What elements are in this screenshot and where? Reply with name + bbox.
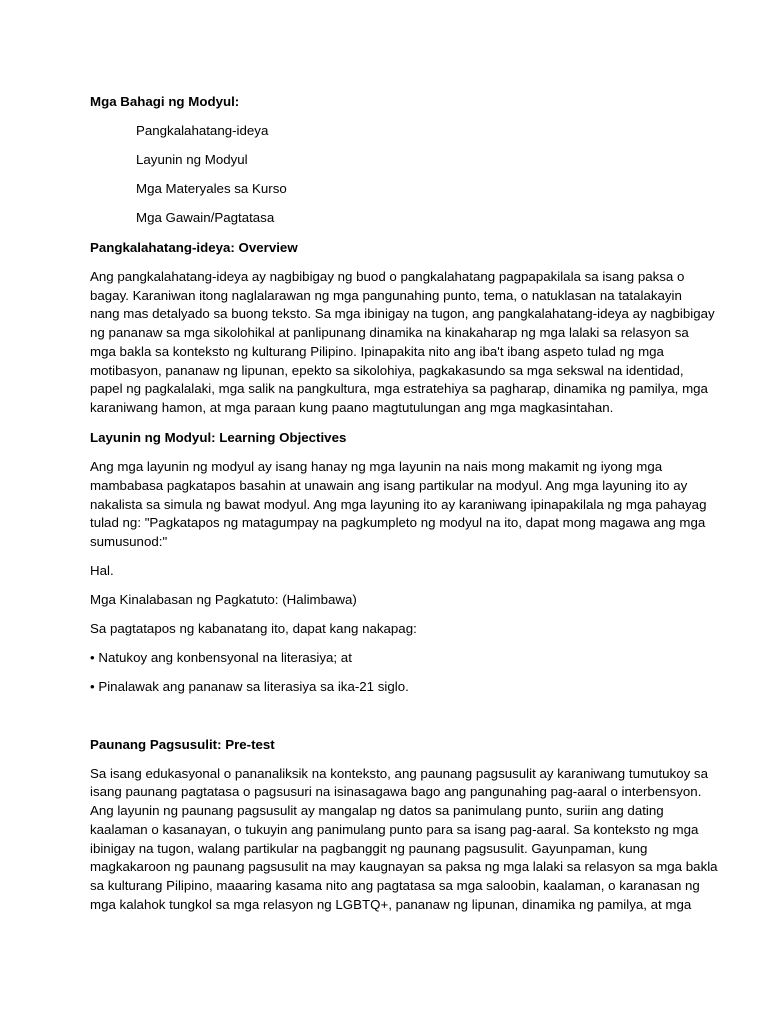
overview-line: ng pananaw sa mga sikolohikal at panlipunang dinamika na kinakaharap ng mga lalaki sa relasyon sa <box>90 325 689 340</box>
part-item: Mga Gawain/Pagtatasa <box>136 210 275 225</box>
parts-heading: Mga Bahagi ng Modyul: <box>90 94 240 109</box>
overview-line: papel ng pagkalalaki, mga salik na pangkultura, mga estratehiya sa pagharap, dinamika ng pamilya, mga <box>90 381 708 396</box>
objectives-line: mambabasa pagkatapos basahin at unawain ang isang partikular na modyul. Ang mga layuning ito ay <box>90 478 688 493</box>
overview-line: nang mas detalyado sa buong teksto. Sa mga ibinigay na tugon, ang pangkalahatang-ideya ay nagbibigay <box>90 306 715 321</box>
objectives-line: sumusunod:" <box>90 534 168 549</box>
objectives-line: Ang mga layunin ng modyul ay isang hanay ng mga layunin na nais mong makamit ng iyong mga <box>90 459 663 474</box>
overview-line: motibasyon, pananaw ng lipunan, epekto sa sikolohiya, pagkakasundo sa mga sekswal na identidad, <box>90 363 684 378</box>
outcome-bullet: • Pinalawak ang pananaw sa literasiya sa ika-21 siglo. <box>90 679 409 694</box>
pretest-line: Sa isang edukasyonal o pananaliksik na konteksto, ang paunang pagsusulit ay karaniwang tumutukoy sa <box>90 766 708 781</box>
overview-line: bagay. Karaniwan itong naglalarawan ng mga pangunahing punto, tema, o natuklasan na tatalakayin <box>90 288 682 303</box>
outcome-bullet: • Natukoy ang konbensyonal na literasiya; at <box>90 650 352 665</box>
overview-line: Ang pangkalahatang-ideya ay nagbibigay ng buod o pangkalahatang pagpapakilala sa isang paksa o <box>90 269 685 284</box>
pretest-line: isang paunang pagtatasa o pagsusuri na isinasagawa bago ang pangunahing pag-aaral o interbensyon. <box>90 784 702 799</box>
outcomes-intro: Sa pagtatapos ng kabanatang ito, dapat kang nakapag: <box>90 621 417 636</box>
part-item: Pangkalahatang-ideya <box>136 123 269 138</box>
example-label: Hal. <box>90 563 114 578</box>
objectives-line: nakalista sa simula ng bawat modyul. Ang mga layuning ito ay karaniwang ipinapakilala ng mga pahayag <box>90 497 707 512</box>
part-item: Mga Materyales sa Kurso <box>136 181 287 196</box>
objectives-line: tulad ng: "Pagkatapos ng matagumpay na pagkumpleto ng modyul na ito, dapat mong magawa ang mga <box>90 515 706 530</box>
objectives-heading: Layunin ng Modyul: Learning Objectives <box>90 430 347 445</box>
overview-line: karaniwang hamon, at mga paraan kung paano magtutulungan ang mga magkasintahan. <box>90 400 614 415</box>
pretest-line: Ang layunin ng paunang pagsusulit ay mangalap ng datos sa panimulang punto, suriin ang dating <box>90 803 664 818</box>
pretest-heading: Paunang Pagsusulit: Pre-test <box>90 737 275 752</box>
pretest-line: ibinigay na tugon, walang partikular na pagbanggit ng paunang pagsusulit. Gayunpaman, kung <box>90 841 648 856</box>
pretest-line: kaalaman o kasanayan, o tukuyin ang panimulang punto para sa isang pag-aaral. Sa konteksto ng mga <box>90 822 699 837</box>
pretest-line: mga kalahok tungkol sa mga relasyon ng LGBTQ+, pananaw ng lipunan, dinamika ng pamilya, at mga <box>90 897 692 912</box>
pretest-line: sa kulturang Pilipino, maaaring kasama nito ang pagtatasa sa mga saloobin, kaalaman, o karanasan ng <box>90 878 700 893</box>
overview-heading: Pangkalahatang-ideya: Overview <box>90 240 298 255</box>
overview-line: mga bakla sa konteksto ng kulturang Pilipino. Ipinapakita nito ang iba't ibang aspeto tulad ng mga <box>90 344 664 359</box>
pretest-line: magkakaroon ng paunang pagsusulit na may kaugnayan sa paksa ng mga lalaki sa relasyon sa mga bakla <box>90 859 718 874</box>
outcomes-label: Mga Kinalabasan ng Pagkatuto: (Halimbawa) <box>90 592 357 607</box>
part-item: Layunin ng Modyul <box>136 152 248 167</box>
